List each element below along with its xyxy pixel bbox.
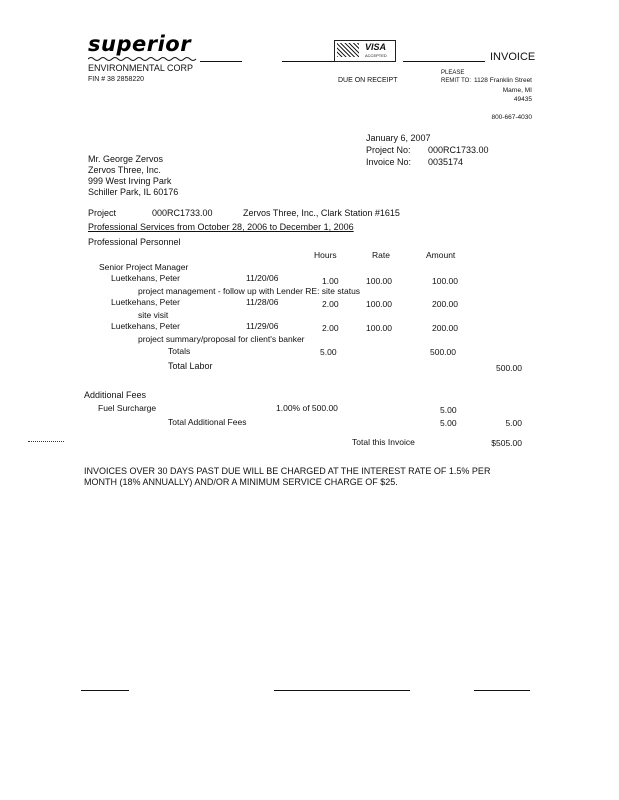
entry-hours: 2.00 <box>322 299 339 309</box>
invoice-no-value: 0035174 <box>428 157 464 167</box>
card-icon <box>337 43 359 57</box>
total-labor-label: Total Labor <box>168 361 213 371</box>
fee-item-amount: 5.00 <box>440 405 457 415</box>
additional-fees-heading: Additional Fees <box>84 390 147 400</box>
remit-address-line1: 1128 Franklin Street <box>473 77 532 84</box>
header-rule <box>282 61 334 62</box>
entry-rate: 100.00 <box>366 276 392 286</box>
fein-number: FIN # 38 2858220 <box>88 76 145 83</box>
entry-name: Luetkehans, Peter <box>111 273 180 283</box>
scan-dots <box>28 441 64 442</box>
company-logo: superior <box>88 32 192 56</box>
fee-item-label: Fuel Surcharge <box>98 403 157 413</box>
col-rate-header: Rate <box>372 250 390 260</box>
entry-hours: 1.00 <box>322 276 339 286</box>
remit-address-line3: 49435 <box>513 96 532 103</box>
logo-wave <box>88 56 198 62</box>
totals-amount: 500.00 <box>430 347 456 357</box>
entry-hours: 2.00 <box>322 323 339 333</box>
entry-amount: 200.00 <box>432 323 458 333</box>
total-fees-label: Total Additional Fees <box>168 417 247 427</box>
company-name: ENVIRONMENTAL CORP <box>88 63 194 73</box>
bill-to-line3: 999 West Irving Park <box>88 176 172 186</box>
totals-hours: 5.00 <box>320 347 337 357</box>
entry-name: Luetkehans, Peter <box>111 297 180 307</box>
total-labor-amount: 500.00 <box>496 363 522 373</box>
project-description: Zervos Three, Inc., Clark Station #1615 <box>243 208 400 218</box>
total-invoice-amount: $505.00 <box>491 438 522 448</box>
footer-rule <box>274 690 410 691</box>
totals-label: Totals <box>168 346 191 356</box>
visa-label: VISA <box>365 42 387 52</box>
entry-note: project management - follow up with Lender RE: site status <box>138 286 361 296</box>
entry-amount: 200.00 <box>432 299 458 309</box>
entry-note: site visit <box>138 310 169 320</box>
total-invoice-label: Total this Invoice <box>352 437 415 447</box>
header-rule <box>200 61 242 62</box>
invoice-title: INVOICE <box>490 51 536 63</box>
project-label: Project <box>88 208 117 218</box>
entry-amount: 100.00 <box>432 276 458 286</box>
entry-rate: 100.00 <box>366 299 392 309</box>
services-heading: Professional Services from October 28, 2006 to December 1, 2006 <box>88 222 354 232</box>
project-no-value: 000RC1733.00 <box>428 145 489 155</box>
bill-to-line2: Zervos Three, Inc. <box>88 165 161 175</box>
please-remit: PLEASE <box>441 70 465 76</box>
project-number: 000RC1733.00 <box>152 208 213 218</box>
entry-date: 11/29/06 <box>246 321 279 331</box>
entry-rate: 100.00 <box>366 323 392 333</box>
project-no-label: Project No: <box>366 145 411 155</box>
personnel-role: Senior Project Manager <box>99 262 189 272</box>
entry-note: project summary/proposal for client's banker <box>138 334 305 344</box>
remit-phone: 800-667-4030 <box>491 114 532 121</box>
fee-item-calc: 1.00% of 500.00 <box>276 403 338 413</box>
col-amount-header: Amount <box>426 250 456 260</box>
personnel-heading: Professional Personnel <box>88 237 181 247</box>
bill-to-line4: Schiller Park, IL 60176 <box>88 187 179 197</box>
entry-name: Luetkehans, Peter <box>111 321 180 331</box>
entry-date: 11/20/06 <box>246 273 279 283</box>
total-fees-amount: 5.00 <box>505 418 522 428</box>
bill-to-line1: Mr. George Zervos <box>88 154 164 164</box>
remit-address-line2: Marne, MI <box>502 87 532 94</box>
late-fee-notice-line1: INVOICES OVER 30 DAYS PAST DUE WILL BE CHARGED AT THE INTEREST RATE OF 1.5% PER <box>84 466 491 476</box>
col-hours-header: Hours <box>314 250 337 260</box>
invoice-date: January 6, 2007 <box>366 133 431 143</box>
invoice-no-label: Invoice No: <box>366 157 412 167</box>
visa-badge <box>334 40 396 62</box>
total-fees-sub: 5.00 <box>440 418 457 428</box>
header-rule <box>403 61 485 62</box>
entry-date: 11/28/06 <box>246 297 279 307</box>
due-on-receipt: DUE ON RECEIPT <box>338 77 398 84</box>
footer-rule <box>474 690 530 691</box>
late-fee-notice-line2: MONTH (18% ANNUALLY) AND/OR A MINIMUM SERVICE CHARGE OF $25. <box>84 477 398 487</box>
remit-to-label: REMIT TO: <box>441 78 472 84</box>
visa-sub: ACCEPTED <box>365 53 387 58</box>
footer-rule <box>81 690 129 691</box>
